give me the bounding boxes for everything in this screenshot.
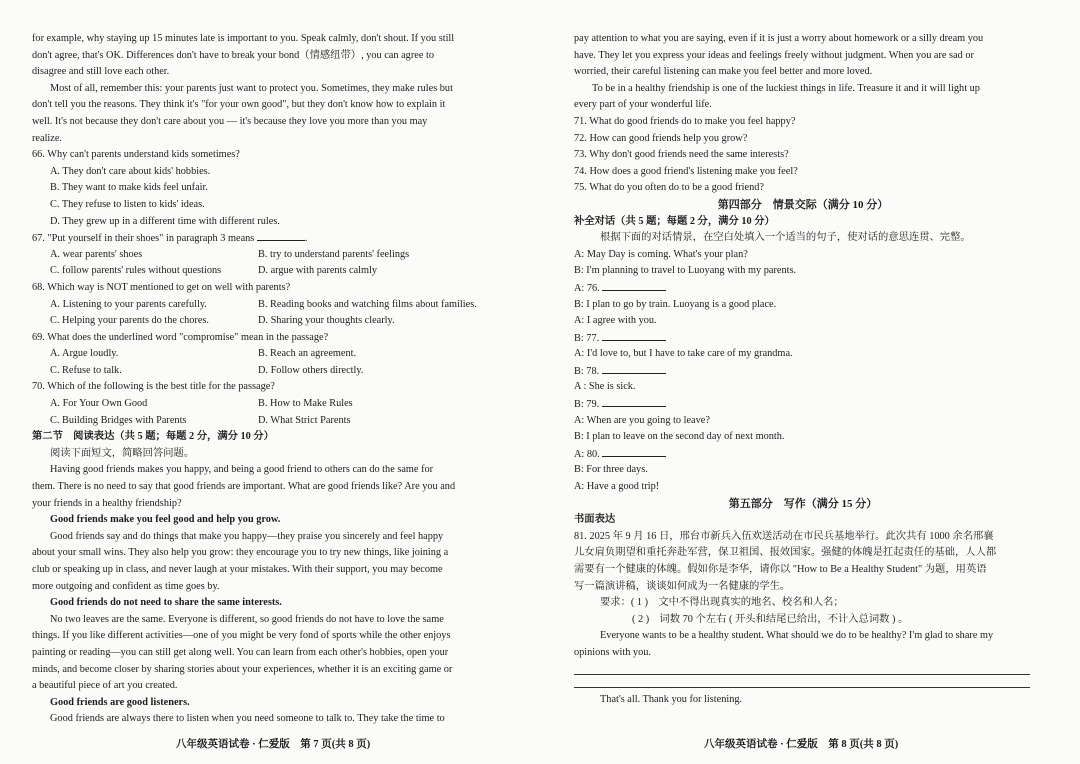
passage-line: more outgoing and confident as time goes by. [32,580,220,592]
dialogue-line-79 [574,396,1032,413]
writing-requirement: 要求：( 1 ) 文中不得出现真实的地名、校名和人名； [600,597,844,609]
dialogue-line-80 [574,446,1032,463]
opening-line: Everyone wants to be a healthy student. What should we do to be healthy? I'm glad to share my [600,630,994,642]
option-68-a: A. Listening to your parents carefully. [50,298,207,310]
passage-line: realize. [32,132,63,144]
option-67-d: D. argue with parents calmly [258,265,378,277]
passage-line: To be in a healthy friendship is one of the luckiest things in life. Treasure it and it will light up [592,82,980,94]
dialogue-label: B: 77. [574,332,600,344]
passage-line: club or speaking up in class, and never laugh at your mistakes. With their support, you may become [32,564,443,575]
option-70-a: A. For Your Own Good [50,398,148,410]
dialogue-line: B: For three days. [574,464,648,476]
question-72: 72. How can good friends help you grow? [574,132,748,144]
closing-line: That's all. Thank you for listening. [600,693,743,705]
passage-line: don't tell you the reasons. They think it's "for your own good", but they don't know how to explain it [32,99,446,111]
passage-line: them. There is no need to say that good friends are important. What are good friends like? Are you and [32,481,456,493]
option-69-a: A. Argue loudly. [50,348,119,360]
right-page [574,31,1032,708]
question-66-stem: 66. Why can't parents understand kids sometimes? [32,149,240,161]
option-67-b: B. try to understand parents' feelings [258,248,410,260]
options-row [32,263,496,280]
passage-line: well. It's not because they don't care about you — it's because they love you more than you may [32,115,428,127]
question-67-stem: 67. "Put yourself in their shoes" in paragraph 3 means . [32,230,496,247]
question-68-stem: 68. Which way is NOT mentioned to get on well with parents? [32,281,291,293]
passage-line: your friends in a healthy friendship? [32,497,182,509]
dialogue-line-78 [574,363,1032,380]
passage-line: Having good friends makes you happy, and being a good friend to others can do the same for [50,464,434,476]
options-row [32,396,496,413]
dialogue-label: A: 80. [574,448,600,460]
writing-prompt-line: 儿女肩负期望和重托奔赴军营，保卫祖国、报效国家。强健的体魄是扛起责任的基础，人人都 [574,547,997,559]
option-67-c: C. follow parents' rules without questions [50,265,222,277]
dialogue-line-77 [574,330,1032,347]
passage-line: for example, why staying up 15 minutes late is important to you. Speak calmly, don't shout. If you still [32,33,455,44]
option-68-b: B. Reading books and watching films about families. [258,298,477,310]
passage-line: every part of your wonderful life. [574,99,712,111]
option-70-c: C. Building Bridges with Parents [50,414,187,426]
writing-requirement: ( 2 ) 词数 70 个左右 ( 开头和结尾已给出，不计入总词数 ) 。 [632,613,909,625]
writing-prompt-line: 需要有一个健康的体魄。假如你是李华，请你以 "How to Be a Healthy Student" 为题，用英语 [574,564,987,575]
dialogue-line-76 [574,280,1032,297]
option-66-b: B. They want to make kids feel unfair. [50,182,208,194]
options-row [32,247,496,264]
passage-line: have. They let you express your ideas and feelings freely without judgment. When you are sad or [574,49,974,61]
part-4-instruction: 根据下面的对话情景，在空白处填入一个适当的句子，使对话的意思连贯、完整。 [600,232,971,244]
passage-line: don't agree, that's OK. Differences don't have to break your bond（情感纽带）, you can agree to [32,49,434,61]
answer-rule [574,662,1030,675]
part-4-subtitle: 补全对话（共 5 题；每题 2 分，满分 10 分） [574,215,775,227]
option-70-b: B. How to Make Rules [258,398,353,410]
dialogue-line: A: I agree with you. [574,315,657,327]
option-69-c: C. Refuse to talk. [50,364,122,376]
options-row [32,297,496,314]
passage-heading: Good friends do not need to share the same interests. [50,597,282,609]
option-68-c: C. Helping your parents do the chores. [50,315,209,327]
dialogue-line: B: I'm planning to travel to Luoyang with my parents. [574,265,797,277]
passage-line: minds, and become closer by sharing stories about your experiences, whether it is an exciting game or [32,663,453,675]
passage-line: painting or reading—you can still get along well. You can learn from each other's hobbies, open your [32,646,449,658]
answer-blank [257,230,305,241]
passage-line: worried, their careful listening can make you feel better and more loved. [574,66,873,78]
part-4-title: 第四部分 情景交际（满分 10 分） [717,198,889,211]
dialogue-line: A : She is sick. [574,381,636,393]
section-2-title: 第二节 阅读表达（共 5 题；每题 2 分，满分 10 分） [32,431,274,443]
question-74: 74. How does a good friend's listening make you feel? [574,165,798,177]
answer-blank-80 [602,446,666,457]
question-70-stem: 70. Which of the following is the best title for the passage? [32,381,275,393]
passage-line: Most of all, remember this: your parents just want to protect you. Sometimes, they make rules but [50,82,453,94]
passage-line: a beautiful piece of art you created. [32,680,178,692]
dialogue-line: B: I plan to go by train. Luoyang is a good place. [574,298,777,310]
answer-blank-76 [602,280,666,291]
dialogue-label: A: 76. [574,282,600,294]
left-page [32,31,496,728]
part-5-title: 第五部分 写作（满分 15 分） [728,497,878,510]
question-75: 75. What do you often do to be a good friend? [574,182,764,194]
option-69-b: B. Reach an agreement. [258,348,357,360]
option-67-a: A. wear parents' shoes [50,248,143,260]
writing-prompt-line: 81. 2025 年 9 月 16 日，邢台市新兵入伍欢送活动在市民兵基地举行。此次共有 1000 余名邢襄 [574,530,994,542]
dialogue-line: A: Have a good trip! [574,481,660,493]
dialogue-label: B: 79. [574,399,600,411]
option-66-a: A. They don't care about kids' hobbies. [50,165,211,177]
option-66-d: D. They grew up in a different time with different rules. [50,215,280,227]
option-66-c: C. They refuse to listen to kids' ideas. [50,198,205,210]
question-67-text: 67. "Put yourself in their shoes" in paragraph 3 means [32,233,255,245]
section-2-instruction: 阅读下面短文，简略回答问题。 [50,447,195,459]
passage-heading: Good friends make you feel good and help you grow. [50,514,281,526]
option-69-d: D. Follow others directly. [258,364,364,376]
passage-line: things. If you like different activities—one of you might be very fond of sports while the other enjoys [32,630,451,642]
passage-line: pay attention to what you are saying, even if it is just a worry about homework or a silly dream you [574,33,984,44]
answer-rule [574,675,1030,688]
dialogue-line: A: When are you going to leave? [574,414,710,426]
answer-blank-79 [602,396,666,407]
options-row [32,313,496,330]
opening-line: opinions with you. [574,646,651,658]
dialogue-line: B: I plan to leave on the second day of next month. [574,431,785,443]
passage-line: Good friends say and do things that make you happy—they praise you sincerely and feel happy [50,530,444,542]
dialogue-label: B: 78. [574,365,600,377]
options-row [32,413,496,430]
writing-prompt-line: 写一篇演讲稿，谈谈如何成为一名健康的学生。 [574,580,791,592]
passage-line: disagree and still love each other. [32,66,170,78]
options-row [32,363,496,380]
passage-line: Good friends are always there to listen when you need someone to talk to. They take the time to [50,713,445,725]
option-70-d: D. What Strict Parents [258,414,351,426]
dialogue-line: A: May Day is coming. What's your plan? [574,248,748,260]
page-footer-right: 八年级英语试卷 · 仁爱版 第 8 页(共 8 页) [704,739,899,750]
answer-blank-77 [602,330,666,341]
question-73: 73. Why don't good friends need the same interests? [574,149,789,161]
answer-blank-78 [602,363,666,374]
options-row [32,346,496,363]
passage-line: No two leaves are the same. Everyone is different, so good friends do not have to love the same [50,613,444,625]
passage-heading: Good friends are good listeners. [50,696,190,708]
dialogue-line: A: I'd love to, but I have to take care of my grandma. [574,348,793,360]
page-footer-left: 八年级英语试卷 · 仁爱版 第 7 页(共 8 页) [176,739,371,750]
passage-line: about your small wins. They also help you grow: they encourage you to try new things, like joining a [32,547,449,559]
part-5-subtitle: 书面表达 [574,514,616,526]
question-69-stem: 69. What does the underlined word "compromise" mean in the passage? [32,331,329,343]
option-68-d: D. Sharing your thoughts clearly. [258,315,395,327]
question-71: 71. What do good friends do to make you feel happy? [574,115,796,127]
